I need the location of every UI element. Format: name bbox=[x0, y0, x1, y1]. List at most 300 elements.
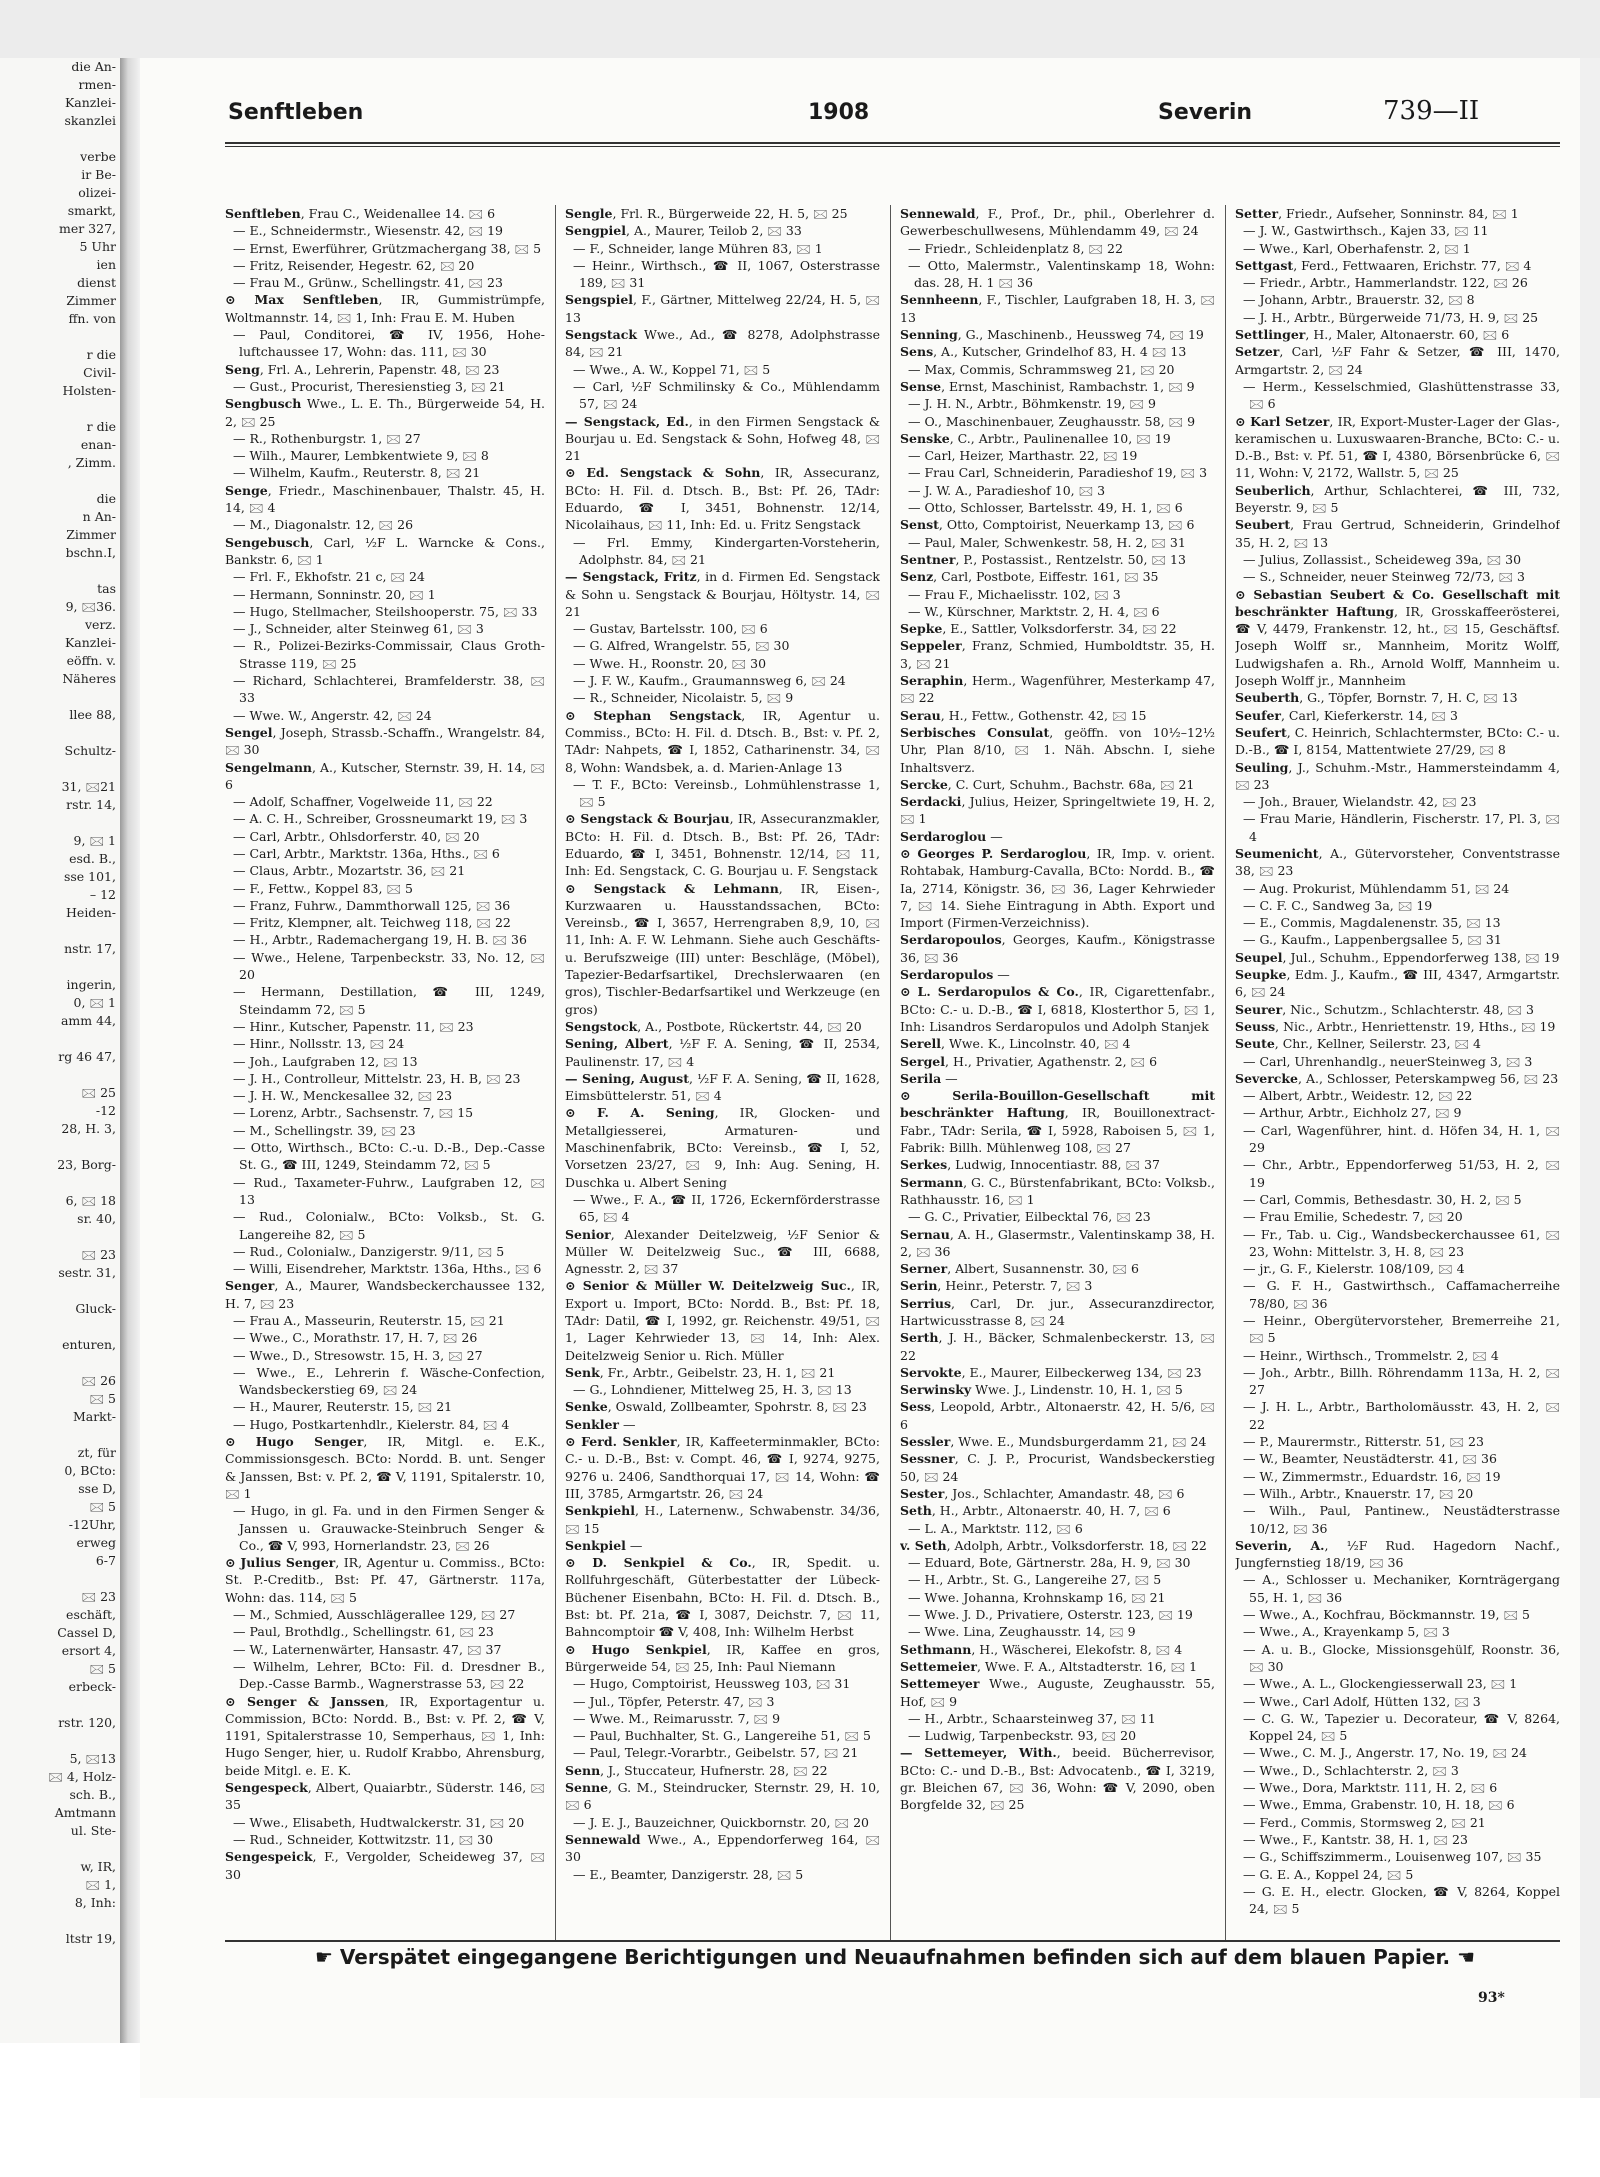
entry-name: Severin, A. bbox=[1235, 1537, 1325, 1553]
entry-name: Sengstack bbox=[565, 327, 637, 343]
entry-details: , A., Maurer, Wandsbeckerchaussee 132, H. 7, 🖂 23 bbox=[225, 1278, 545, 1311]
directory-entry bbox=[1235, 205, 1560, 222]
entry-details: — Wwe., A., Kochfrau, Böckmannstr. 19, 🖂 5 bbox=[1243, 1607, 1531, 1623]
directory-entry bbox=[1235, 1104, 1560, 1121]
entry-details: , G. C., Bürstenfabrikant, BCto: Volksb., Rathhausstr. 16, 🖂 1 bbox=[900, 1174, 1215, 1207]
entry-name: — Settemeyer, With. bbox=[900, 1745, 1057, 1761]
directory-entry bbox=[900, 1520, 1215, 1537]
entry-details: , Carl, Postbote, Eiffestr. 161, 🖂 35 bbox=[933, 569, 1159, 585]
directory-entry bbox=[1235, 1468, 1560, 1485]
entry-details: , Frl. A., Lehrerin, Papenstr. 48, 🖂 23 bbox=[259, 361, 500, 377]
directory-entry bbox=[225, 291, 545, 326]
facing-page-line: n An- bbox=[82, 509, 116, 524]
directory-entry bbox=[1235, 326, 1560, 343]
entry-details: , IR, Assecuranzmakler, BCto: H. Fil. d. Dtsch. B., Bst: Pf. 26, TAdr: Eduardo, ☎ I, 3451, Bohnenstr. 12/14, 🖂 11, Inh: Ed. Sengstack, C. G. Bourjau u. F. Sengstack bbox=[565, 811, 880, 879]
entry-name: ⊙ Ferd. Senkler bbox=[565, 1434, 677, 1450]
directory-entry bbox=[900, 983, 1215, 1035]
entry-details: , A., Postbote, Rückertstr. 44, 🖂 20 bbox=[637, 1018, 862, 1034]
directory-entry bbox=[225, 1243, 545, 1260]
entry-details: — jr., G. F., Kielerstr. 108/109, 🖂 4 bbox=[1243, 1261, 1465, 1277]
directory-entry bbox=[565, 655, 880, 672]
entry-details: , H., Privatier, Agathenstr. 2, 🖂 6 bbox=[945, 1053, 1158, 1069]
entry-details: , Frau C., Weidenallee 14. 🖂 6 bbox=[300, 206, 496, 221]
entry-name: Senz bbox=[900, 569, 934, 585]
directory-entry bbox=[900, 1035, 1215, 1052]
facing-page-line: zt, für bbox=[77, 1445, 116, 1460]
entry-name: Sester bbox=[900, 1485, 945, 1501]
directory-entry bbox=[225, 880, 545, 897]
entry-name: Sernau bbox=[900, 1226, 950, 1242]
directory-entry bbox=[900, 240, 1215, 257]
column-1 bbox=[225, 205, 545, 1940]
entry-name: Seuss bbox=[1235, 1018, 1276, 1034]
entry-details: — Hugo, Postkartenhdlr., Kielerstr. 84, 🖂 4 bbox=[233, 1416, 510, 1432]
entry-name: Seuberth bbox=[1235, 690, 1300, 706]
entry-details: — Wwe. Lina, Zeughausstr. 14, 🖂 9 bbox=[908, 1624, 1136, 1640]
entry-name: Sennewald bbox=[565, 1831, 641, 1847]
entry-name: Serdaroglou bbox=[900, 828, 987, 844]
directory-entry bbox=[225, 983, 545, 1018]
directory-entry bbox=[1235, 1156, 1560, 1191]
directory-entry bbox=[900, 430, 1215, 447]
entry-details: , Heinr., Peterstr. 7, 🖂 3 bbox=[937, 1278, 1093, 1294]
entry-details: , H., Fettw., Gothenstr. 42, 🖂 15 bbox=[940, 707, 1147, 723]
entry-details: — H., Maurer, Reuterstr. 15, 🖂 21 bbox=[233, 1399, 453, 1415]
facing-page-line bbox=[0, 1138, 120, 1156]
facing-page-line bbox=[0, 1030, 120, 1048]
directory-entry bbox=[225, 1641, 545, 1658]
entry-details: , Wwe. F. A., Altstadterstr. 16, 🖂 1 bbox=[976, 1658, 1198, 1674]
directory-entry bbox=[225, 1208, 545, 1243]
entry-details: — O., Maschinenbauer, Zeughausstr. 58, 🖂 9 bbox=[908, 413, 1196, 429]
facing-page-line: – 12 bbox=[89, 887, 116, 902]
directory-entry bbox=[225, 1104, 545, 1121]
entry-name: Senne bbox=[565, 1780, 609, 1796]
directory-entry bbox=[1235, 1866, 1560, 1883]
directory-entry bbox=[565, 1502, 880, 1537]
directory-entry bbox=[225, 862, 545, 879]
entry-details: , Albert, Quaiarbtr., Süderstr. 146, 🖂 35 bbox=[225, 1780, 545, 1813]
directory-entry bbox=[1235, 707, 1560, 724]
entry-details: — E., Schneidermstr., Wiesenstr. 42, 🖂 19 bbox=[233, 223, 503, 239]
entry-details: — Heinr., Obergütervorsteher, Bremerreihe 21, 🖂 5 bbox=[1243, 1313, 1560, 1346]
entry-details: — Frau A., Masseurin, Reuterstr. 15, 🖂 21 bbox=[233, 1313, 505, 1328]
facing-page-line: Kanzlei- bbox=[64, 635, 116, 650]
directory-entry bbox=[900, 1589, 1215, 1606]
entry-name: Seuling bbox=[1235, 759, 1289, 775]
directory-entry bbox=[225, 1502, 545, 1554]
directory-entry bbox=[1235, 378, 1560, 413]
entry-details: , F., Tischler, Laufgraben 18, H. 3, 🖂 13 bbox=[900, 292, 1215, 325]
facing-page-line: 🖂 1, bbox=[85, 1877, 116, 1892]
entry-details: — W., Laternenwärter, Hansastr. 47, 🖂 37 bbox=[233, 1641, 502, 1657]
directory-entry bbox=[565, 413, 880, 465]
entry-details: — F., Fettw., Koppel 83, 🖂 5 bbox=[233, 880, 413, 896]
facing-page-line: tas bbox=[97, 581, 116, 596]
entry-details: — E., Beamter, Danzigerstr. 28, 🖂 5 bbox=[573, 1866, 804, 1882]
directory-entry bbox=[565, 534, 880, 569]
facing-page-line: Kanzlei- bbox=[64, 95, 116, 110]
directory-entry bbox=[565, 1191, 880, 1226]
directory-entry bbox=[565, 1226, 880, 1278]
entry-details: — Rud., Colonialw., BCto: Volksb., St. G. Langereihe 82, 🖂 5 bbox=[233, 1209, 545, 1242]
facing-page-line: esd. B., bbox=[69, 851, 116, 866]
entry-details: — L. A., Marktstr. 112, 🖂 6 bbox=[908, 1520, 1083, 1536]
entry-details: — G. E. H., electr. Glocken, ☎ V, 8264, Koppel 24, 🖂 5 bbox=[1243, 1883, 1560, 1917]
directory-entry bbox=[1235, 482, 1560, 517]
entry-details: , Carl, Kieferkerstr. 14, 🖂 3 bbox=[1280, 707, 1458, 723]
entry-name: Sengspiel bbox=[565, 292, 634, 308]
entry-details: , IR, Imp. v. orient. Rohtabak, Hamburg-Cavalla, BCto: Nordd. B., ☎ Ia, 2714, Königstr. 36, 🖂 36, Lager Kehrwieder 7, 🖂 14. Siehe Eintragung in Abth. Export und Import (Firmen-Verzeichniss). bbox=[900, 845, 1215, 931]
entry-details: Wwe., Ad., ☎ 8278, Adolphstrasse 84, 🖂 21 bbox=[565, 327, 880, 360]
entry-details: , A., Gütervorsteher, Conventstrasse 38, 🖂 23 bbox=[1235, 845, 1560, 879]
entry-details: — Carl, Heizer, Marthastr. 22, 🖂 19 bbox=[908, 448, 1138, 464]
facing-page-line bbox=[0, 1570, 120, 1588]
facing-page-line: nstr. 17, bbox=[64, 941, 116, 956]
entry-details: — H., Arbtr., Schaarsteinweg 37, 🖂 11 bbox=[908, 1710, 1156, 1726]
directory-entry bbox=[565, 810, 880, 879]
entry-details: — H., Arbtr., Rademachergang 19, H. B. 🖂 36 bbox=[233, 932, 527, 948]
entry-name: Senger bbox=[225, 1278, 275, 1294]
running-header bbox=[228, 96, 1558, 140]
pointing-hand-icon: ☛ bbox=[314, 1945, 333, 1969]
directory-entry bbox=[1235, 1814, 1560, 1831]
entry-details: — Hugo, in gl. Fa. und in den Firmen Senger & Janssen u. Grauwacke-Steinbruch Senger & Co., ☎ V, 993, Hornerlandstr. 23, 🖂 26 bbox=[233, 1503, 545, 1553]
directory-entry bbox=[225, 482, 545, 517]
entry-details: — Ferd., Commis, Stormsweg 2, 🖂 21 bbox=[1243, 1814, 1486, 1830]
entry-details: , F., Prof., Dr., phil., Oberlehrer d. Gewerbeschullwesens, Mühlendamm 49, 🖂 24 bbox=[900, 206, 1215, 239]
entry-details: — Carl, Commis, Bethesdastr. 30, H. 2, 🖂 5 bbox=[1243, 1191, 1522, 1207]
directory-entry bbox=[565, 1641, 880, 1676]
entry-details: — Friedr., Schleidenplatz 8, 🖂 22 bbox=[908, 240, 1123, 256]
directory-entry bbox=[565, 326, 880, 361]
directory-entry bbox=[225, 1606, 545, 1623]
entry-details: , C. Heinrich, Schlachtermster, BCto: C.- u. D.-B., ☎ I, 8154, Mattentwiete 27/29, 🖂 8 bbox=[1235, 724, 1560, 758]
facing-page-line: olizei- bbox=[78, 185, 116, 200]
entry-details: — F., Schneider, lange Mühren 83, 🖂 1 bbox=[573, 240, 823, 256]
facing-page-line: rg 46 47, bbox=[58, 1049, 116, 1064]
facing-page-line bbox=[0, 1282, 120, 1300]
facing-page-line bbox=[0, 760, 120, 778]
directory-entry bbox=[1235, 274, 1560, 291]
facing-page-line: erweg bbox=[76, 1535, 116, 1550]
header-rule-thin bbox=[225, 146, 1560, 147]
entry-name: ⊙ Karl Setzer bbox=[1235, 413, 1330, 429]
facing-page-line: verbe bbox=[80, 149, 116, 164]
facing-page-line bbox=[0, 328, 120, 346]
entry-details: , P., Postassist., Rentzelstr. 50, 🖂 13 bbox=[955, 551, 1186, 567]
entry-name: Sening, Albert bbox=[565, 1036, 669, 1052]
facing-page-line: 🖂 5 bbox=[89, 1391, 116, 1406]
directory-entry bbox=[900, 447, 1215, 464]
facing-page-line: ir Be- bbox=[81, 167, 116, 182]
facing-page-line: Markt- bbox=[72, 1409, 116, 1424]
entry-details: — Heinr., Wirthsch., ☎ II, 1067, Osterstrasse 189, 🖂 31 bbox=[573, 257, 880, 291]
scan-border-right bbox=[1580, 58, 1600, 2098]
directory-entry bbox=[900, 482, 1215, 499]
entry-name: Senkpiehl bbox=[565, 1503, 636, 1519]
entry-name: Serila bbox=[900, 1070, 942, 1086]
header-year: 1908 bbox=[808, 100, 870, 125]
directory-entry bbox=[565, 1866, 880, 1883]
directory-entry bbox=[225, 1364, 545, 1399]
facing-page-line bbox=[0, 1066, 120, 1084]
entry-details: , A., Kutscher, Grindelhof 83, H. 4 🖂 13 bbox=[933, 344, 1187, 360]
directory-entry bbox=[1235, 1848, 1560, 1865]
directory-entry bbox=[225, 240, 545, 257]
entry-details: , C. J. P., Procurist, Wandsbeckerstieg 50, 🖂 24 bbox=[900, 1451, 1215, 1484]
entry-name: Settgast bbox=[1235, 257, 1294, 273]
facing-page-line: enturen, bbox=[62, 1337, 116, 1352]
entry-details: — Paul, Buchhalter, St. G., Langereihe 51, 🖂 5 bbox=[573, 1728, 871, 1744]
directory-entry bbox=[900, 1623, 1215, 1640]
directory-entry bbox=[900, 672, 1215, 707]
directory-entry bbox=[225, 430, 545, 447]
entry-details: — Wwe., Carl Adolf, Hütten 132, 🖂 3 bbox=[1243, 1693, 1481, 1709]
entry-details: — Wwe., A. W., Koppel 71, 🖂 5 bbox=[573, 361, 771, 377]
entry-details: , IR, Mitgl. e. E.K., Commissionsgesch. BCto: Nordd. B. unt. Senger & Janssen, Bst: v. Pf. 2, ☎ V, 1191, Spitalerstr. 10, 🖂 1 bbox=[225, 1434, 545, 1501]
directory-entry bbox=[1235, 1208, 1560, 1225]
directory-entry bbox=[565, 1554, 880, 1640]
entry-details: — Johann, Arbtr., Brauerstr. 32, 🖂 8 bbox=[1243, 292, 1475, 308]
directory-entry bbox=[565, 361, 880, 378]
scan-border-bottom bbox=[0, 2098, 1600, 2177]
entry-details: — H., Arbtr., St. G., Langereihe 27, 🖂 5 bbox=[908, 1572, 1162, 1588]
entry-details: — G. E. A., Koppel 24, 🖂 5 bbox=[1243, 1866, 1414, 1882]
entry-details: — Arthur, Arbtr., Eichholz 27, 🖂 9 bbox=[1243, 1105, 1462, 1121]
directory-entry bbox=[225, 464, 545, 481]
entry-details: , Carl, Dr. jur., Assecuranzdirector, Hartwicusstrasse 8, 🖂 24 bbox=[900, 1295, 1215, 1328]
entry-name: Sengel bbox=[225, 724, 273, 740]
entry-details: — Wwe., F., Kantstr. 38, H. 1, 🖂 23 bbox=[1243, 1831, 1468, 1847]
directory-entry bbox=[1235, 949, 1560, 966]
facing-page-line: 8, Inh: bbox=[74, 1895, 116, 1910]
facing-page-line: ersort 4, bbox=[61, 1643, 116, 1658]
entry-details: , Edm. J., Kaufm., ☎ III, 4347, Armgartstr. 6, 🖂 24 bbox=[1235, 967, 1560, 1000]
facing-page-line: sse D, bbox=[78, 1481, 116, 1496]
facing-page-line: erbeck- bbox=[68, 1679, 116, 1694]
directory-entry bbox=[225, 586, 545, 603]
entry-name: Seubert bbox=[1235, 517, 1291, 533]
folio-mark: 93* bbox=[1478, 1990, 1505, 2006]
entry-details: — G. Alfred, Wrangelstr. 55, 🖂 30 bbox=[573, 638, 790, 654]
directory-entry bbox=[225, 257, 545, 274]
entry-name: Serth bbox=[900, 1330, 939, 1346]
entry-details: , A., Maurer, Teilob 2, 🖂 33 bbox=[626, 223, 802, 239]
directory-entry bbox=[225, 1035, 545, 1052]
entry-details: — Carl, Wagenführer, hint. d. Höfen 34, H. 1, 🖂 29 bbox=[1243, 1122, 1560, 1156]
entry-name: — Sengstack, Fritz bbox=[565, 569, 697, 585]
directory-entry bbox=[1235, 1260, 1560, 1277]
facing-page-line: Civil- bbox=[83, 365, 116, 380]
entry-details: , Ernst, Maschinist, Rambachstr. 1, 🖂 9 bbox=[941, 378, 1195, 394]
entry-name: Serdaropoulos bbox=[900, 932, 1002, 948]
directory-entry bbox=[1235, 1312, 1560, 1347]
directory-entry bbox=[565, 1762, 880, 1779]
entry-details: , Nic., Schutzm., Schlachterstr. 48, 🖂 3 bbox=[1282, 1001, 1534, 1017]
entry-details: — Carl, ½F Schmilinsky & Co., Mühlendamm 57, 🖂 24 bbox=[573, 378, 880, 412]
entry-details: , J. H., Bäcker, Schmalenbeckerstr. 13, 🖂 22 bbox=[900, 1330, 1215, 1363]
entry-details: — Albert, Arbtr., Weidestr. 12, 🖂 22 bbox=[1243, 1088, 1473, 1104]
directory-entry bbox=[565, 707, 880, 776]
directory-entry bbox=[565, 240, 880, 257]
entry-details: , Alexander Deitelzweig, ½F Senior & Müller W. Deitelzweig Suc., ☎ III, 6688, Agnesstr. 2, 🖂 37 bbox=[565, 1226, 880, 1277]
entry-details: , IR, Agentur u. Commiss., BCto: H. Fil. d. Dtsch. B., Bst: v. Pf. 2, TAdr: Nahpets, ☎ I, 1852, Catharinenstr. 34, 🖂 8, Wohn: Wandsbek, a. d. Marien-Anlage 13 bbox=[565, 707, 880, 775]
entry-name: Seufert bbox=[1235, 724, 1287, 740]
entry-details: — Wwe. W., Angerstr. 42, 🖂 24 bbox=[233, 707, 432, 723]
entry-details: — Wwe., Elisabeth, Hudtwalckerstr. 31, 🖂 20 bbox=[233, 1814, 525, 1830]
facing-page-line: 0, 🖂 1 bbox=[73, 995, 116, 1010]
entry-details: — Rud., Schneider, Kottwitzstr. 11, 🖂 30 bbox=[233, 1831, 494, 1847]
entry-details: , Georges, Kaufm., Königstrasse 36, 🖂 36 bbox=[900, 932, 1215, 965]
entry-details: — Wwe., C., Morathstr. 17, H. 7, 🖂 26 bbox=[233, 1330, 478, 1346]
entry-details: , J., Schuhm.-Mstr., Hammersteindamm 4, 🖂 23 bbox=[1235, 759, 1560, 792]
facing-page-line bbox=[0, 472, 120, 490]
entry-name: Sentner bbox=[900, 551, 956, 567]
directory-entry bbox=[900, 620, 1215, 637]
directory-entry bbox=[1235, 1623, 1560, 1640]
facing-page-line bbox=[0, 130, 120, 148]
entry-name: Sengle bbox=[565, 206, 613, 221]
entry-name: Sessler bbox=[900, 1434, 951, 1450]
directory-entry bbox=[900, 1485, 1215, 1502]
directory-entry bbox=[565, 1744, 880, 1761]
facing-page-line: 31, 🖂21 bbox=[61, 779, 116, 794]
directory-entry bbox=[900, 361, 1215, 378]
directory-entry bbox=[225, 1277, 545, 1312]
entry-details: — J. H. W., Menckesallee 32, 🖂 23 bbox=[233, 1088, 453, 1104]
directory-entry bbox=[565, 1693, 880, 1710]
facing-page-line bbox=[0, 562, 120, 580]
entry-name: Serau bbox=[900, 707, 941, 723]
entry-name: Sennheenn bbox=[900, 292, 979, 308]
entry-name: Sengebusch bbox=[225, 534, 310, 550]
entry-name: Seppeler bbox=[900, 638, 962, 654]
directory-entry bbox=[225, 845, 545, 862]
directory-entry bbox=[1235, 1537, 1560, 1572]
directory-entry bbox=[900, 1727, 1215, 1744]
facing-page-line: skanzlei bbox=[64, 113, 116, 128]
entry-name: ⊙ Senior & Müller W. Deitelzweig Suc. bbox=[565, 1278, 851, 1294]
entry-details: — Joh., Laufgraben 12, 🖂 13 bbox=[233, 1053, 418, 1069]
entry-details: — Carl, Arbtr., Marktstr. 136a, Hths., 🖂 6 bbox=[233, 845, 500, 861]
entry-details: — G., Kaufm., Lappenbergsallee 5, 🖂 31 bbox=[1243, 932, 1502, 948]
directory-entry bbox=[1235, 1641, 1560, 1676]
entry-details: , A., Kutscher, Sternstr. 39, H. 14, 🖂 6 bbox=[225, 759, 545, 792]
directory-entry bbox=[225, 1018, 545, 1035]
directory-entry bbox=[1235, 1018, 1560, 1035]
entry-name: Senk bbox=[565, 1364, 600, 1380]
directory-entry bbox=[900, 1208, 1215, 1225]
entry-name: Severcke bbox=[1235, 1070, 1299, 1086]
entry-name: ⊙ Sengstack & Bourjau bbox=[565, 811, 730, 827]
entry-name: ⊙ Hugo Senkpiel bbox=[565, 1641, 707, 1657]
book-gutter bbox=[120, 58, 140, 2043]
directory-entry bbox=[900, 516, 1215, 533]
facing-page-line: -12Uhr, bbox=[68, 1517, 116, 1532]
facing-page-line: 🖂 25 bbox=[81, 1085, 116, 1100]
entry-details: , Julius, Heizer, Springeltwiete 19, H. 2, 🖂 1 bbox=[900, 794, 1215, 827]
entry-name: Sercke bbox=[900, 776, 948, 792]
directory-entry bbox=[900, 499, 1215, 516]
entry-name: Sengespeick bbox=[225, 1849, 313, 1865]
entry-name: Serkes bbox=[900, 1157, 948, 1173]
entry-details: — Frau Carl, Schneiderin, Paradieshof 19, 🖂 3 bbox=[908, 465, 1208, 481]
directory-entry bbox=[1235, 1606, 1560, 1623]
entry-details: — A. C. H., Schreiber, Grossneumarkt 19, 🖂 3 bbox=[233, 811, 528, 827]
entry-details: , IR, Cigarettenfabr., BCto: C.- u. D.-B., ☎ I, 6818, Klosterthor 5, 🖂 1, Inh: Lisandros Serdaropulos und Adolph Stanjek bbox=[900, 984, 1215, 1034]
facing-page-line bbox=[0, 1696, 120, 1714]
entry-name: Senge bbox=[225, 482, 268, 498]
directory-entry bbox=[565, 291, 880, 326]
entry-details: — M., Schmied, Ausschlägerallee 129, 🖂 27 bbox=[233, 1607, 516, 1623]
directory-entry bbox=[1235, 1398, 1560, 1433]
entry-details: — Ernst, Ewerführer, Grützmachergang 38, 🖂 5 bbox=[233, 240, 542, 256]
entry-details: , Friedr., Maschinenbauer, Thalstr. 45, H. 14, 🖂 4 bbox=[225, 482, 545, 516]
entry-name: Sethmann bbox=[900, 1641, 972, 1657]
entry-details: , J., Stuccateur, Hufnerstr. 28, 🖂 22 bbox=[600, 1762, 828, 1778]
entry-details: — Hermann, Sonninstr. 20, 🖂 1 bbox=[233, 586, 436, 602]
facing-page-line bbox=[0, 1426, 120, 1444]
directory-entry bbox=[1235, 810, 1560, 845]
directory-entry bbox=[225, 534, 545, 569]
entry-name: Settemeyer bbox=[900, 1676, 980, 1692]
facing-page-line bbox=[0, 1228, 120, 1246]
entry-details: — J. F. W., Kaufm., Graumannsweg 6, 🖂 24 bbox=[573, 673, 846, 689]
directory-entry bbox=[900, 603, 1215, 620]
directory-entry bbox=[565, 257, 880, 292]
directory-entry bbox=[900, 534, 1215, 551]
header-last-entry: Severin bbox=[1158, 100, 1253, 125]
directory-entry bbox=[1235, 1070, 1560, 1087]
directory-entry bbox=[1235, 1675, 1560, 1692]
entry-details: — Julius, Zollassist., Scheideweg 39a, 🖂 30 bbox=[1243, 551, 1522, 567]
directory-entry bbox=[225, 1554, 545, 1606]
entry-details: , H., Laternenw., Schwabenstr. 34/36, 🖂 15 bbox=[565, 1503, 880, 1536]
directory-entry bbox=[225, 1398, 545, 1415]
facing-page-line: ltstr 19, bbox=[65, 1931, 116, 1946]
entry-details: , IR, Glocken- und Metallgiesserei, Armaturen- und Maschinenfabrik, BCto: Vereinsb., ☎ I, 52, Vorsetzen 23/27, 🖂 9, Inh: Aug. Sening, H. Duschka u. Albert Sening bbox=[565, 1105, 880, 1190]
directory-entry bbox=[565, 1537, 880, 1554]
directory-entry bbox=[565, 689, 880, 706]
entry-details: , IR, Export u. Import, BCto: Nordd. B., Bst: Pf. 18, TAdr: Datil, ☎ I, 1992, gr. Reichenstr. 49/51, 🖂 1, Lager Kehrwieder 13, 🖂 14, Inh: Alex. Deitelzweig Senior u. Rich. Müller bbox=[565, 1278, 880, 1363]
directory-entry bbox=[900, 966, 1215, 983]
directory-entry bbox=[1235, 1744, 1560, 1761]
directory-columns bbox=[225, 205, 1560, 1940]
entry-details: — Fr., Tab. u. Cig., Wandsbeckerchaussee 61, 🖂 23, Wohn: Mittelstr. 3, H. 8, 🖂 23 bbox=[1243, 1226, 1560, 1259]
facing-page-line: 🖂 23 bbox=[81, 1589, 116, 1604]
entry-details: — Wilhelm, Lehrer, BCto: Fil. d. Dresdner B., Dep.-Casse Barmb., Wagnerstrasse 53, 🖂 22 bbox=[233, 1658, 545, 1692]
directory-entry bbox=[225, 447, 545, 464]
entry-details: — Wilh., Paul, Pantinew., Neustädterstrasse 10/12, 🖂 36 bbox=[1243, 1503, 1560, 1536]
facing-page-line bbox=[0, 1732, 120, 1750]
facing-page-line: 28, H. 3, bbox=[61, 1121, 116, 1136]
entry-details: , C., Arbtr., Paulinenallee 10, 🖂 19 bbox=[949, 430, 1171, 446]
entry-details: , Ludwig, Innocentiastr. 88, 🖂 37 bbox=[947, 1157, 1160, 1173]
directory-entry bbox=[565, 620, 880, 637]
entry-details: — Wwe., F. A., ☎ II, 1726, Eckernförderstrasse 65, 🖂 4 bbox=[573, 1191, 880, 1225]
entry-details: , Nic., Arbtr., Henriettenstr. 19, Hths., 🖂 19 bbox=[1275, 1018, 1556, 1034]
directory-entry bbox=[900, 464, 1215, 481]
directory-entry bbox=[565, 205, 880, 222]
entry-name: ⊙ Julius Senger bbox=[225, 1555, 336, 1571]
directory-entry bbox=[900, 1433, 1215, 1450]
directory-entry bbox=[225, 1814, 545, 1831]
directory-entry bbox=[565, 1018, 880, 1035]
directory-entry bbox=[565, 880, 880, 1018]
entry-details: , beeid. Bücherrevisor, BCto: C.- und D.-B., Bst: Advocatenb., ☎ I, 3219, gr. Bleichen 67, 🖂 36, Wohn: ☎ V, 2090, oben Borgfelde 32, 🖂 25 bbox=[900, 1745, 1215, 1813]
directory-entry bbox=[900, 326, 1215, 343]
